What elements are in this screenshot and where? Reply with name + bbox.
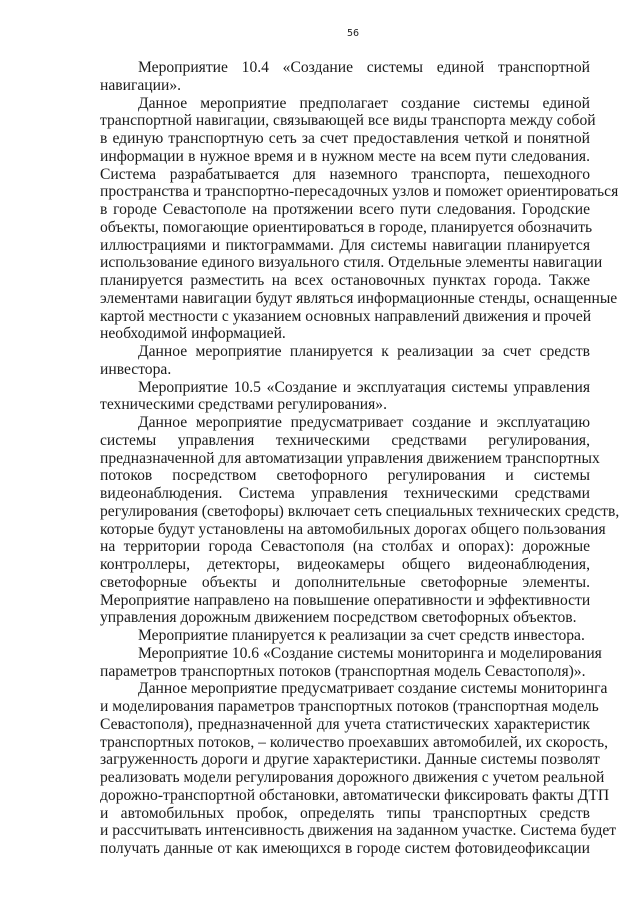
text-line: дорожно-транспортной обстановки, автоматически фиксировать факты ДТП [100, 786, 610, 804]
text-line: транспортных потоков, – количество проехавших автомобилей, их скорость, [100, 733, 609, 751]
text-line: видеонаблюдения. Система управления техническими средствами [100, 485, 590, 502]
text-line: Данное мероприятие планируется к реализации за счет средств [138, 343, 590, 360]
text-line: Данное мероприятие предполагает создание системы единой [138, 94, 590, 112]
text-line: Система разрабатывается для наземного транспорта, пешеходного [100, 165, 590, 183]
text-line: планируется разместить на всех остановочных пунктах города. Также [100, 272, 590, 289]
document-body [100, 59, 620, 858]
text-line: картой местности с указанием основных направлений движения и прочей [100, 307, 592, 325]
text-line: предназначенной для автоматизации управления движением транспортных [100, 449, 600, 467]
text-line: пространства и транспортно-пересадочных узлов и поможет ориентироваться [100, 183, 619, 201]
text-line: использование единого визуального стиля. Отдельные элементы навигации [100, 254, 603, 272]
paragraph [100, 94, 619, 344]
text-line: необходимой информацией. [100, 325, 286, 343]
text-line: объекты, помогающие ориентироваться в городе, планируется обозначить [100, 218, 593, 236]
text-line: контроллеры, детекторы, видеокамеры общего видеонаблюдения, [100, 556, 590, 573]
text-line: системы управления техническими средствами регулирования, [100, 431, 590, 449]
text-line: получать данные от как имеющихся в городе систем фотовидеофиксации [100, 840, 590, 857]
text-line: которые будут установлены на автомобильных дорогах общего пользования [100, 520, 606, 538]
text-line: параметров транспортных потоков (транспортная модель Севастополя)». [100, 662, 586, 680]
paragraph [100, 343, 590, 379]
text-line: транспортной навигации, связывающей все виды транспорта между собой [100, 112, 596, 130]
paragraph [100, 627, 590, 645]
paragraph [100, 644, 602, 681]
text-line: Севастополя), предназначенной для учета статистических характеристик [100, 715, 590, 733]
paragraph [100, 379, 590, 415]
text-line: Данное мероприятие предусматривает создание системы мониторинга [138, 680, 608, 698]
text-line: иллюстрациями и пиктограммами. Для системы навигации планируется [100, 236, 590, 254]
text-line: и рассчитывать интенсивность движения на заданном участке. Система будет [100, 822, 617, 840]
paragraph [100, 680, 617, 858]
text-line: загруженность дороги и другие характеристики. Данные системы позволят [100, 751, 600, 769]
text-line: в единую транспортную сеть за счет предоставления четкой и понятной [100, 130, 590, 147]
text-line: Данное мероприятие предусматривает создание и эксплуатацию [138, 414, 590, 431]
page-number: 56 [346, 28, 360, 39]
text-line: информации в нужное время и в нужном месте на всем пути следования. [100, 147, 590, 165]
text-line: элементами навигации будут являться информационные стенды, оснащенные [100, 289, 618, 307]
text-line: Мероприятие 10.5 «Создание и эксплуатация системы управления [138, 378, 590, 396]
text-line: на территории города Севастополя (на столбах и опорах): дорожные [100, 538, 590, 556]
text-line: и автомобильных пробок, определять типы транспортных средств [100, 804, 590, 822]
text-line: навигации». [100, 76, 182, 94]
text-line: Мероприятие 10.4 «Создание системы единой транспортной [138, 59, 590, 76]
paragraph [100, 59, 590, 95]
text-line: в городе Севастополе на протяжении всего пути следования. Городские [100, 201, 590, 218]
paragraph [100, 414, 620, 627]
text-line: реализовать модели регулирования дорожного движения с учетом реальной [100, 769, 605, 786]
text-line: техническими средствами регулирования». [100, 396, 387, 414]
text-line: потоков посредством светофорного регулирования и системы [100, 467, 590, 485]
text-line: управления дорожным движением посредством светофорных объектов. [100, 609, 577, 627]
text-line: светофорные объекты и дополнительные светофорные элементы. [100, 573, 590, 591]
text-line: и моделирования параметров транспортных потоков (транспортная модель [100, 698, 599, 715]
text-line: Мероприятие планируется к реализации за счет средств инвестора. [138, 627, 585, 644]
text-line: инвестора. [100, 360, 172, 378]
text-line: Мероприятие 10.6 «Создание системы мониторинга и моделирования [138, 644, 602, 662]
text-line: Мероприятие направлено на повышение оперативности и эффективности [100, 591, 591, 609]
text-line: регулирования (светофоры) включает сеть специальных технических средств, [100, 502, 620, 520]
